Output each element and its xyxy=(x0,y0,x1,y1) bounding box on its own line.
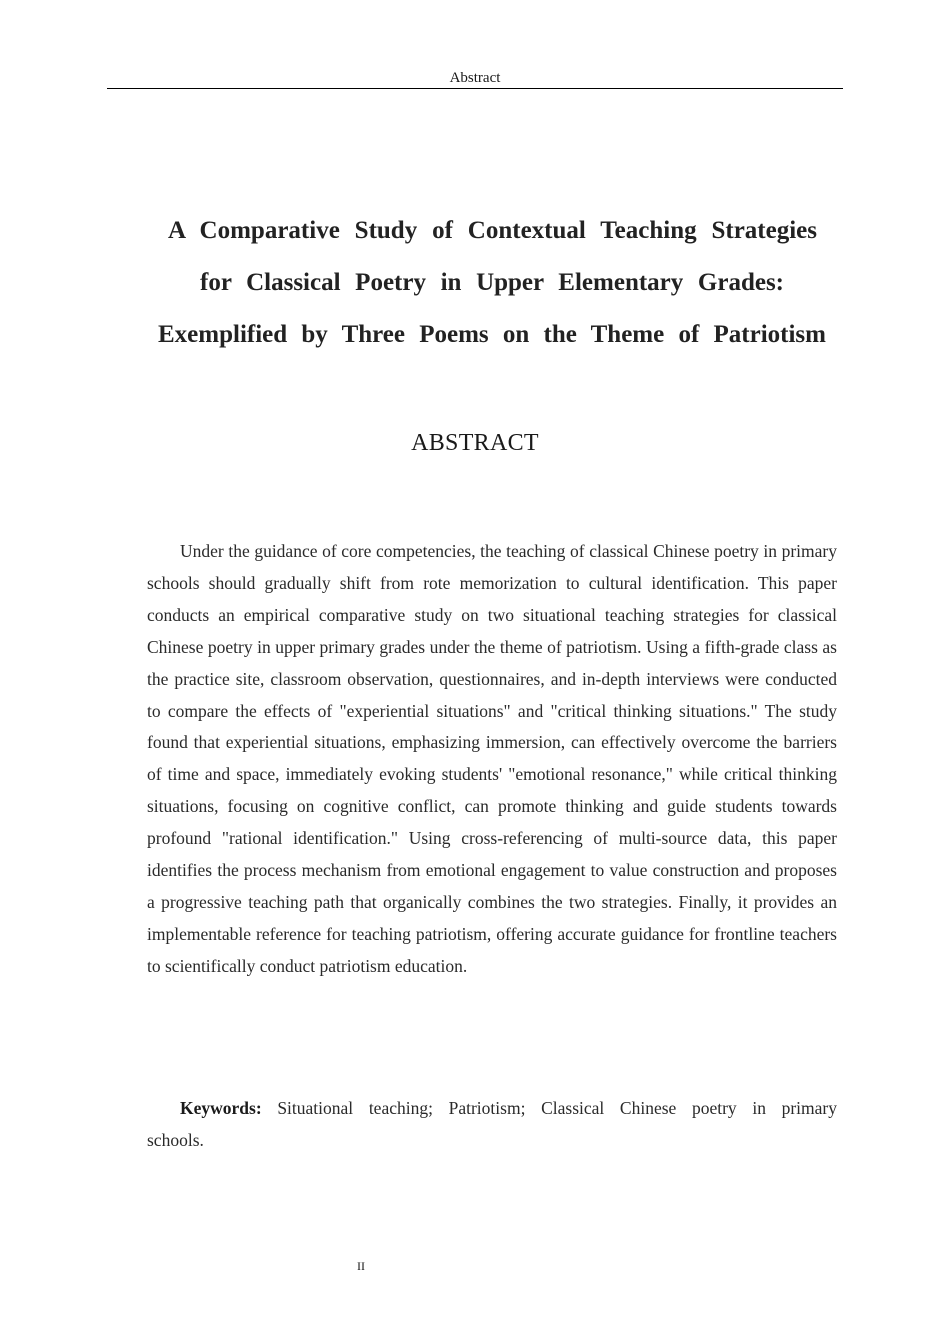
running-header: Abstract xyxy=(449,70,501,86)
title-line-3: Exemplified by Three Poems on the Theme of Patriotism xyxy=(158,321,826,348)
page-number: II xyxy=(357,1259,365,1273)
header-rule xyxy=(107,88,843,89)
title-line-1: A Comparative Study of Contextual Teaching Strategies xyxy=(168,217,817,244)
abstract-heading: ABSTRACT xyxy=(411,430,539,456)
abstract-body: Under the guidance of core competencies, the teaching of classical Chinese poetry in primary schools should gradually shift from rote memorization to cultural identification. This paper conducts an empirical comparative study on two situational teaching strategies for classical Chinese poetry in upper primary grades under the theme of patriotism. Using a fifth-grade class as the practice site, classroom observation, questionnaires, and in-depth interviews were conducted to compare the effects of "experiential situations" and "critical thinking situations." The study found that experiential situations, emphasizing immersion, can effectively overcome the barriers of time and space, immediately evoking students' "emotional resonance," while critical thinking situations, focusing on cognitive conflict, can promote thinking and guide students towards profound "rational identification." Using cross-referencing of multi-source data, this paper identifies the process mechanism from emotional engagement to value construction and proposes a progressive teaching path that organically combines the two strategies. Finally, it provides an implementable reference for teaching patriotism, offering accurate guidance for frontline teachers to scientifically conduct patriotism education. xyxy=(147,541,837,976)
keywords-text: Situational teaching; Patriotism; Classical Chinese poetry in primary schools. xyxy=(147,1098,838,1150)
thesis-title xyxy=(150,205,834,361)
keywords-label: Keywords: xyxy=(180,1098,262,1118)
keywords-paragraph xyxy=(147,1092,837,1156)
title-line-2: for Classical Poetry in Upper Elementary Grades: xyxy=(200,269,784,296)
